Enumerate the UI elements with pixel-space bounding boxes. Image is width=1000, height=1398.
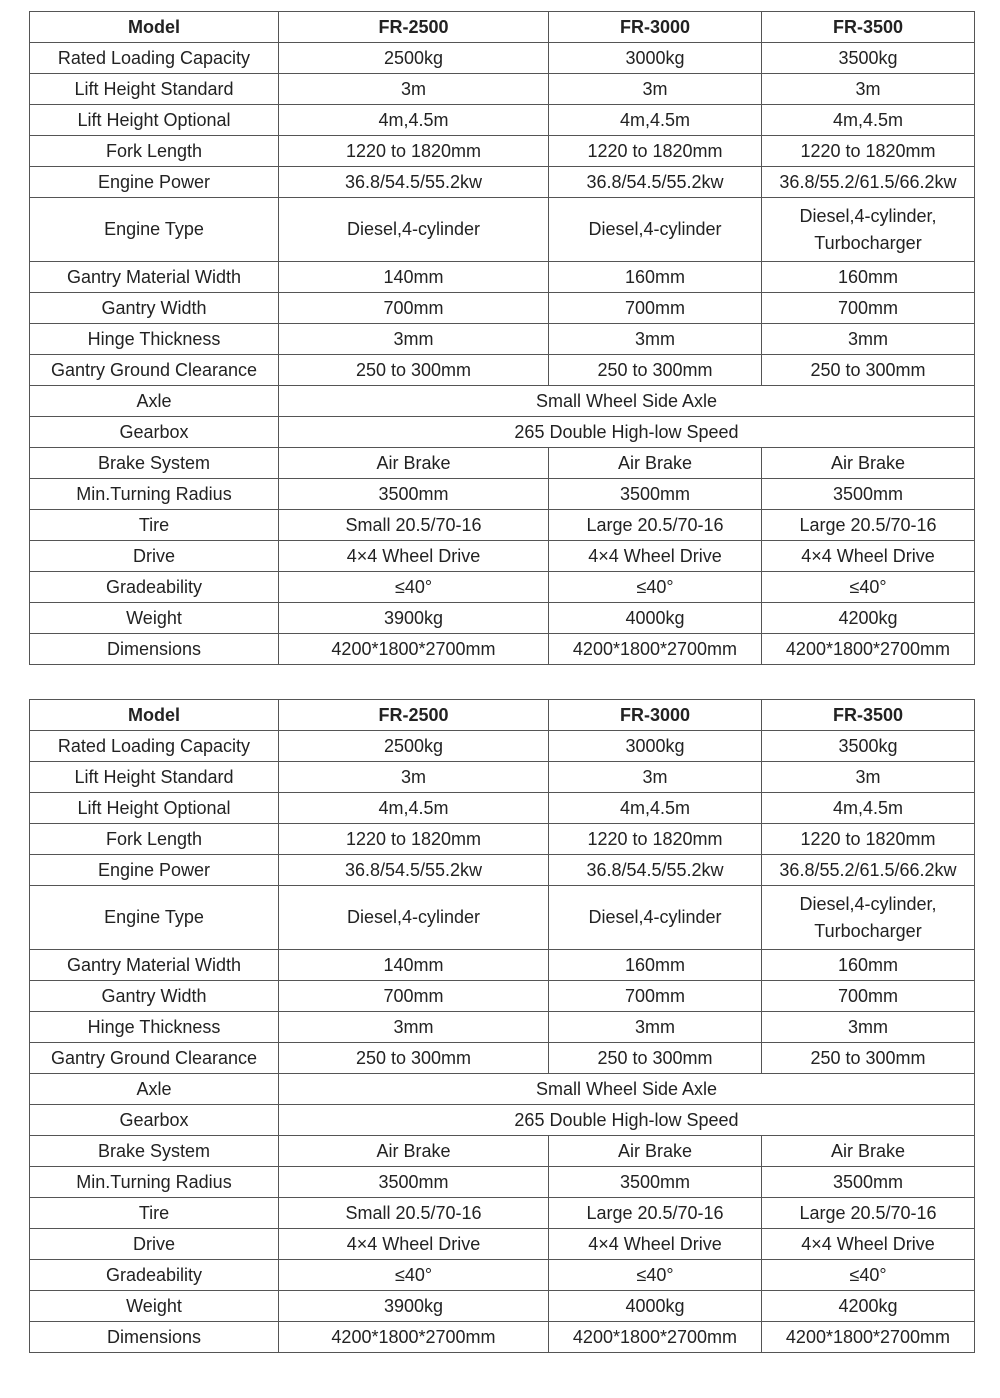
row-value: 700mm: [279, 981, 549, 1012]
row-label: Drive: [30, 1229, 279, 1260]
row-value: 4×4 Wheel Drive: [279, 541, 549, 572]
table-body: [30, 43, 975, 665]
row-value: 700mm: [549, 293, 762, 324]
header-model-1: FR-2500: [279, 700, 549, 731]
table-row: [30, 74, 975, 105]
table-row: [30, 324, 975, 355]
row-value: 3000kg: [549, 43, 762, 74]
row-label: Hinge Thickness: [30, 324, 279, 355]
table-row: [30, 1012, 975, 1043]
table-row: [30, 293, 975, 324]
row-value: 2500kg: [279, 43, 549, 74]
spec-table-2: [29, 699, 975, 1353]
row-label: Brake System: [30, 1136, 279, 1167]
row-value: 3500mm: [279, 1167, 549, 1198]
table-row: [30, 603, 975, 634]
row-value: 36.8/54.5/55.2kw: [279, 855, 549, 886]
row-value: 36.8/54.5/55.2kw: [549, 167, 762, 198]
row-value: 4200*1800*2700mm: [762, 634, 975, 665]
row-value: 700mm: [762, 293, 975, 324]
row-label: Engine Type: [30, 886, 279, 950]
row-value: Large 20.5/70-16: [762, 1198, 975, 1229]
row-label: Gantry Ground Clearance: [30, 1043, 279, 1074]
row-value: 160mm: [549, 950, 762, 981]
row-value: 36.8/55.2/61.5/66.2kw: [762, 855, 975, 886]
row-value-merged: 265 Double High-low Speed: [279, 1105, 975, 1136]
row-value: Large 20.5/70-16: [549, 1198, 762, 1229]
row-label: Hinge Thickness: [30, 1012, 279, 1043]
row-value: 160mm: [549, 262, 762, 293]
row-value: 4200kg: [762, 1291, 975, 1322]
row-value: 1220 to 1820mm: [549, 824, 762, 855]
table-row: [30, 981, 975, 1012]
row-label: Axle: [30, 386, 279, 417]
table-row: [30, 793, 975, 824]
row-label: Gearbox: [30, 1105, 279, 1136]
row-value: Air Brake: [762, 1136, 975, 1167]
table-row: [30, 731, 975, 762]
row-value: 4×4 Wheel Drive: [762, 541, 975, 572]
row-value: 4200kg: [762, 603, 975, 634]
row-value: ≤40°: [549, 572, 762, 603]
row-label: Fork Length: [30, 824, 279, 855]
header-model-1: FR-2500: [279, 12, 549, 43]
table-row: [30, 510, 975, 541]
row-label: Weight: [30, 603, 279, 634]
spec-table-1: [29, 11, 975, 665]
row-value: 1220 to 1820mm: [762, 824, 975, 855]
row-value: ≤40°: [279, 572, 549, 603]
row-value: 1220 to 1820mm: [549, 136, 762, 167]
row-value: 4×4 Wheel Drive: [762, 1229, 975, 1260]
row-value: 3000kg: [549, 731, 762, 762]
row-value: Diesel,4-cylinder: [549, 198, 762, 262]
row-label: Gantry Width: [30, 981, 279, 1012]
row-label: Gearbox: [30, 417, 279, 448]
row-label: Min.Turning Radius: [30, 479, 279, 510]
row-value: 3mm: [549, 324, 762, 355]
table-row: [30, 1136, 975, 1167]
table-row: [30, 417, 975, 448]
row-value: 160mm: [762, 950, 975, 981]
row-value: ≤40°: [762, 572, 975, 603]
row-value: 36.8/55.2/61.5/66.2kw: [762, 167, 975, 198]
row-value: 250 to 300mm: [762, 1043, 975, 1074]
table-row: [30, 355, 975, 386]
row-label: Axle: [30, 1074, 279, 1105]
row-label: Lift Height Standard: [30, 762, 279, 793]
row-value: 4000kg: [549, 603, 762, 634]
row-value: ≤40°: [762, 1260, 975, 1291]
row-label: Gantry Material Width: [30, 950, 279, 981]
row-value: ≤40°: [549, 1260, 762, 1291]
table-row: [30, 262, 975, 293]
row-value: 3mm: [762, 1012, 975, 1043]
row-value: 3500kg: [762, 731, 975, 762]
table-row: [30, 479, 975, 510]
row-value: 4200*1800*2700mm: [279, 1322, 549, 1353]
table-row: [30, 1198, 975, 1229]
table-row: [30, 1260, 975, 1291]
table-header: [30, 12, 975, 43]
row-label: Lift Height Optional: [30, 105, 279, 136]
row-value: Large 20.5/70-16: [762, 510, 975, 541]
row-label: Tire: [30, 1198, 279, 1229]
row-value-merged: Small Wheel Side Axle: [279, 1074, 975, 1105]
table-row: [30, 43, 975, 74]
row-value: 4×4 Wheel Drive: [549, 541, 762, 572]
row-label: Min.Turning Radius: [30, 1167, 279, 1198]
row-value: Air Brake: [762, 448, 975, 479]
row-value: 4m,4.5m: [279, 105, 549, 136]
row-value: 3m: [762, 74, 975, 105]
row-value: 3mm: [279, 324, 549, 355]
row-value: 250 to 300mm: [549, 1043, 762, 1074]
row-value: 3mm: [279, 1012, 549, 1043]
row-label: Brake System: [30, 448, 279, 479]
table-row: [30, 762, 975, 793]
table-row: [30, 386, 975, 417]
row-value: 4×4 Wheel Drive: [279, 1229, 549, 1260]
row-value: 3500kg: [762, 43, 975, 74]
row-label: Drive: [30, 541, 279, 572]
row-value: Air Brake: [279, 1136, 549, 1167]
row-value: Small 20.5/70-16: [279, 1198, 549, 1229]
table-row: [30, 198, 975, 262]
row-label: Rated Loading Capacity: [30, 43, 279, 74]
row-value: 4m,4.5m: [279, 793, 549, 824]
row-value: Small 20.5/70-16: [279, 510, 549, 541]
row-value: 1220 to 1820mm: [279, 824, 549, 855]
table-row: [30, 572, 975, 603]
header-model-2: FR-3000: [549, 700, 762, 731]
header-model-2: FR-3000: [549, 12, 762, 43]
table-row: [30, 824, 975, 855]
row-value: 250 to 300mm: [549, 355, 762, 386]
row-value: 3500mm: [549, 1167, 762, 1198]
row-label: Dimensions: [30, 634, 279, 665]
row-value: 4200*1800*2700mm: [549, 634, 762, 665]
row-label: Tire: [30, 510, 279, 541]
table-row: [30, 1167, 975, 1198]
row-value: 4m,4.5m: [762, 793, 975, 824]
table-row: [30, 136, 975, 167]
row-label: Gradeability: [30, 1260, 279, 1291]
row-value: 4000kg: [549, 1291, 762, 1322]
table-row: [30, 634, 975, 665]
table-row: [30, 167, 975, 198]
row-label: Gantry Width: [30, 293, 279, 324]
row-value: 3m: [549, 74, 762, 105]
table-row: [30, 1229, 975, 1260]
row-label: Dimensions: [30, 1322, 279, 1353]
table-row: [30, 1043, 975, 1074]
row-value: 2500kg: [279, 731, 549, 762]
table-row: [30, 105, 975, 136]
row-label: Engine Power: [30, 167, 279, 198]
row-value: 160mm: [762, 262, 975, 293]
row-value: 3900kg: [279, 1291, 549, 1322]
row-value: 4200*1800*2700mm: [762, 1322, 975, 1353]
row-value: Diesel,4-cylinder, Turbocharger: [762, 886, 975, 950]
row-value: 4200*1800*2700mm: [279, 634, 549, 665]
row-value: 3500mm: [279, 479, 549, 510]
row-value: ≤40°: [279, 1260, 549, 1291]
row-value: 1220 to 1820mm: [762, 136, 975, 167]
row-value: 250 to 300mm: [762, 355, 975, 386]
header-model-3: FR-3500: [762, 12, 975, 43]
table-body: [30, 731, 975, 1353]
header-row: [30, 12, 975, 43]
table-row: [30, 541, 975, 572]
row-value: 3900kg: [279, 603, 549, 634]
row-label: Gradeability: [30, 572, 279, 603]
row-value: 3mm: [549, 1012, 762, 1043]
row-value: 250 to 300mm: [279, 1043, 549, 1074]
row-label: Fork Length: [30, 136, 279, 167]
header-model-label: Model: [30, 12, 279, 43]
row-value: 4200*1800*2700mm: [549, 1322, 762, 1353]
header-model-3: FR-3500: [762, 700, 975, 731]
row-label: Lift Height Standard: [30, 74, 279, 105]
row-value: 4×4 Wheel Drive: [549, 1229, 762, 1260]
row-label: Gantry Ground Clearance: [30, 355, 279, 386]
row-value-merged: 265 Double High-low Speed: [279, 417, 975, 448]
row-value: Air Brake: [549, 448, 762, 479]
row-label: Engine Type: [30, 198, 279, 262]
row-value: Diesel,4-cylinder, Turbocharger: [762, 198, 975, 262]
row-value: 250 to 300mm: [279, 355, 549, 386]
row-value: 3500mm: [549, 479, 762, 510]
row-value: 36.8/54.5/55.2kw: [279, 167, 549, 198]
table-row: [30, 1074, 975, 1105]
row-value: 140mm: [279, 950, 549, 981]
row-label: Engine Power: [30, 855, 279, 886]
table-row: [30, 886, 975, 950]
row-label: Gantry Material Width: [30, 262, 279, 293]
table-row: [30, 855, 975, 886]
row-value: 4m,4.5m: [549, 793, 762, 824]
row-value: 700mm: [762, 981, 975, 1012]
row-label: Lift Height Optional: [30, 793, 279, 824]
row-value: Air Brake: [279, 448, 549, 479]
row-value: 3m: [279, 74, 549, 105]
table-row: [30, 448, 975, 479]
row-value: 140mm: [279, 262, 549, 293]
row-value: Large 20.5/70-16: [549, 510, 762, 541]
row-value: 3m: [549, 762, 762, 793]
header-row: [30, 700, 975, 731]
table-row: [30, 1291, 975, 1322]
row-value: 36.8/54.5/55.2kw: [549, 855, 762, 886]
row-label: Weight: [30, 1291, 279, 1322]
row-value: Diesel,4-cylinder: [279, 886, 549, 950]
row-value-merged: Small Wheel Side Axle: [279, 386, 975, 417]
row-value: Diesel,4-cylinder: [279, 198, 549, 262]
row-value: Diesel,4-cylinder: [549, 886, 762, 950]
table-row: [30, 950, 975, 981]
row-value: 3500mm: [762, 1167, 975, 1198]
row-value: 700mm: [549, 981, 762, 1012]
row-value: 3mm: [762, 324, 975, 355]
row-value: 4m,4.5m: [762, 105, 975, 136]
table-header: [30, 700, 975, 731]
row-value: 3500mm: [762, 479, 975, 510]
table-row: [30, 1105, 975, 1136]
table-row: [30, 1322, 975, 1353]
row-value: 700mm: [279, 293, 549, 324]
row-value: 3m: [762, 762, 975, 793]
row-value: Air Brake: [549, 1136, 762, 1167]
header-model-label: Model: [30, 700, 279, 731]
row-value: 4m,4.5m: [549, 105, 762, 136]
row-label: Rated Loading Capacity: [30, 731, 279, 762]
row-value: 1220 to 1820mm: [279, 136, 549, 167]
row-value: 3m: [279, 762, 549, 793]
